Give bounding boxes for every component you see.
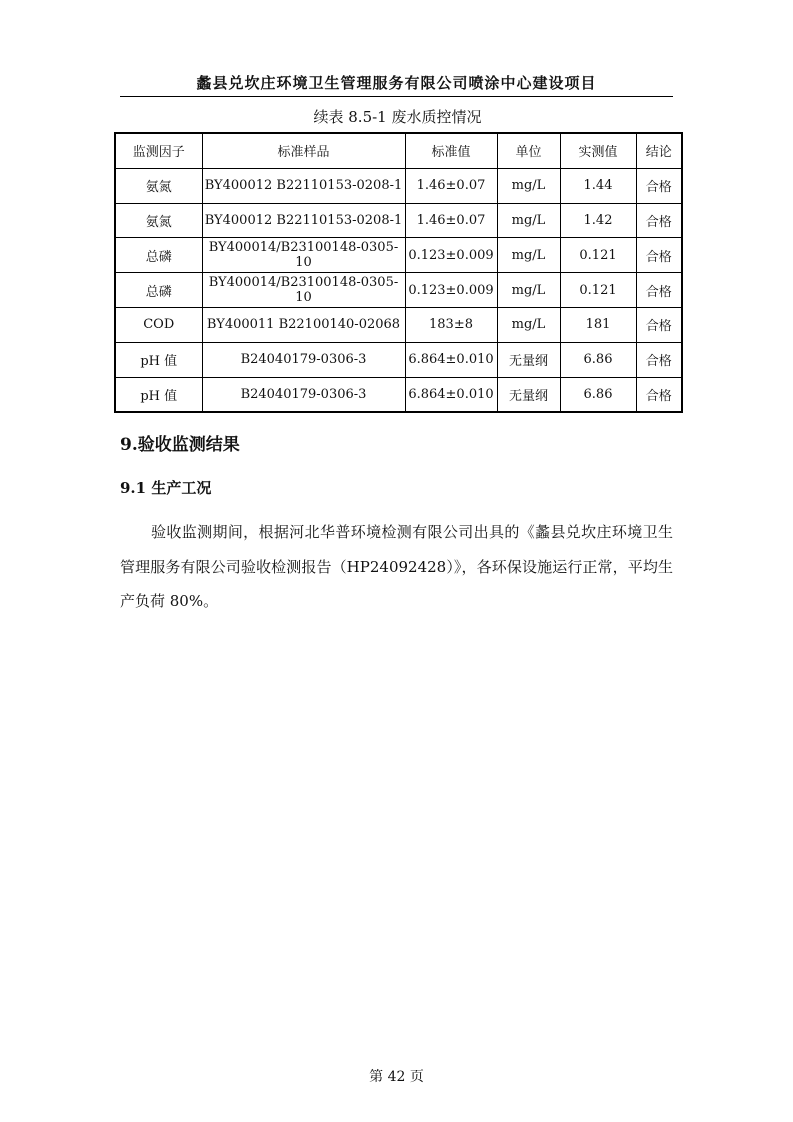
table-cell: mg/L (497, 238, 560, 273)
table-cell: mg/L (497, 273, 560, 308)
table-cell: 6.864±0.010 (405, 377, 497, 412)
table-header-row (115, 133, 682, 168)
table-row (115, 273, 682, 308)
table-cell: 氨氮 (115, 203, 202, 238)
table-cell: 合格 (636, 377, 682, 412)
header-rule (120, 96, 673, 97)
table-cell: COD (115, 307, 202, 342)
table-cell: BY400011 B22100140-02068 (202, 307, 405, 342)
table-cell: BY400012 B22110153-0208-1 (202, 203, 405, 238)
table-cell: 合格 (636, 238, 682, 273)
table-cell: 0.121 (560, 238, 636, 273)
table-cell: 6.864±0.010 (405, 342, 497, 377)
table-cell: 1.46±0.07 (405, 168, 497, 203)
table-cell: 总磷 (115, 238, 202, 273)
table-row (115, 342, 682, 377)
table-cell: 1.46±0.07 (405, 203, 497, 238)
table-caption: 续表 8.5-1 废水质控情况 (313, 108, 482, 126)
column-header: 标准值 (405, 133, 497, 168)
table-cell: 总磷 (115, 273, 202, 308)
table-cell: 氨氮 (115, 168, 202, 203)
column-header: 监测因子 (115, 133, 202, 168)
table-cell: 0.121 (560, 273, 636, 308)
table-cell: BY400012 B22110153-0208-1 (202, 168, 405, 203)
table-cell: 6.86 (560, 377, 636, 412)
table-cell: mg/L (497, 168, 560, 203)
table-row (115, 203, 682, 238)
table-cell: mg/L (497, 307, 560, 342)
table-row (115, 377, 682, 412)
table-cell: 1.42 (560, 203, 636, 238)
table-cell: 合格 (636, 168, 682, 203)
table-cell: pH 值 (115, 377, 202, 412)
table-cell: 合格 (636, 342, 682, 377)
section-heading: 9.验收监测结果 (120, 435, 240, 455)
subsection-heading: 9.1 生产工况 (120, 479, 212, 497)
column-header: 单位 (497, 133, 560, 168)
table-row (115, 238, 682, 273)
page-number: 第 42 页 (369, 1069, 424, 1085)
column-header: 实测值 (560, 133, 636, 168)
table-cell: 合格 (636, 273, 682, 308)
column-header: 结论 (636, 133, 682, 168)
table-cell: 合格 (636, 307, 682, 342)
table-row (115, 168, 682, 203)
table-cell: 无量纲 (497, 377, 560, 412)
table-cell: 合格 (636, 203, 682, 238)
table-cell: 0.123±0.009 (405, 273, 497, 308)
table-cell: 0.123±0.009 (405, 238, 497, 273)
table-cell: 6.86 (560, 342, 636, 377)
column-header: 标准样品 (202, 133, 405, 168)
table-cell: BY400014/B23100148-0305-10 (202, 238, 405, 273)
wastewater-qc-table (114, 132, 683, 413)
body-paragraph: 验收监测期间，根据河北华普环境检测有限公司出具的《蠡县兑坎庄环境卫生管理服务有限公司验收检测报告（HP24092428）》，各环保设施运行正常，平均生产负荷 80%。 (120, 523, 673, 610)
table-row (115, 307, 682, 342)
table-cell: 无量纲 (497, 342, 560, 377)
table-cell: BY400014/B23100148-0305-10 (202, 273, 405, 308)
table-cell: B24040179-0306-3 (202, 342, 405, 377)
table-cell: 183±8 (405, 307, 497, 342)
table-cell: mg/L (497, 203, 560, 238)
running-header: 蠡县兑坎庄环境卫生管理服务有限公司喷涂中心建设项目 (196, 74, 597, 92)
table-cell: B24040179-0306-3 (202, 377, 405, 412)
table-cell: 1.44 (560, 168, 636, 203)
table-cell: pH 值 (115, 342, 202, 377)
table-cell: 181 (560, 307, 636, 342)
